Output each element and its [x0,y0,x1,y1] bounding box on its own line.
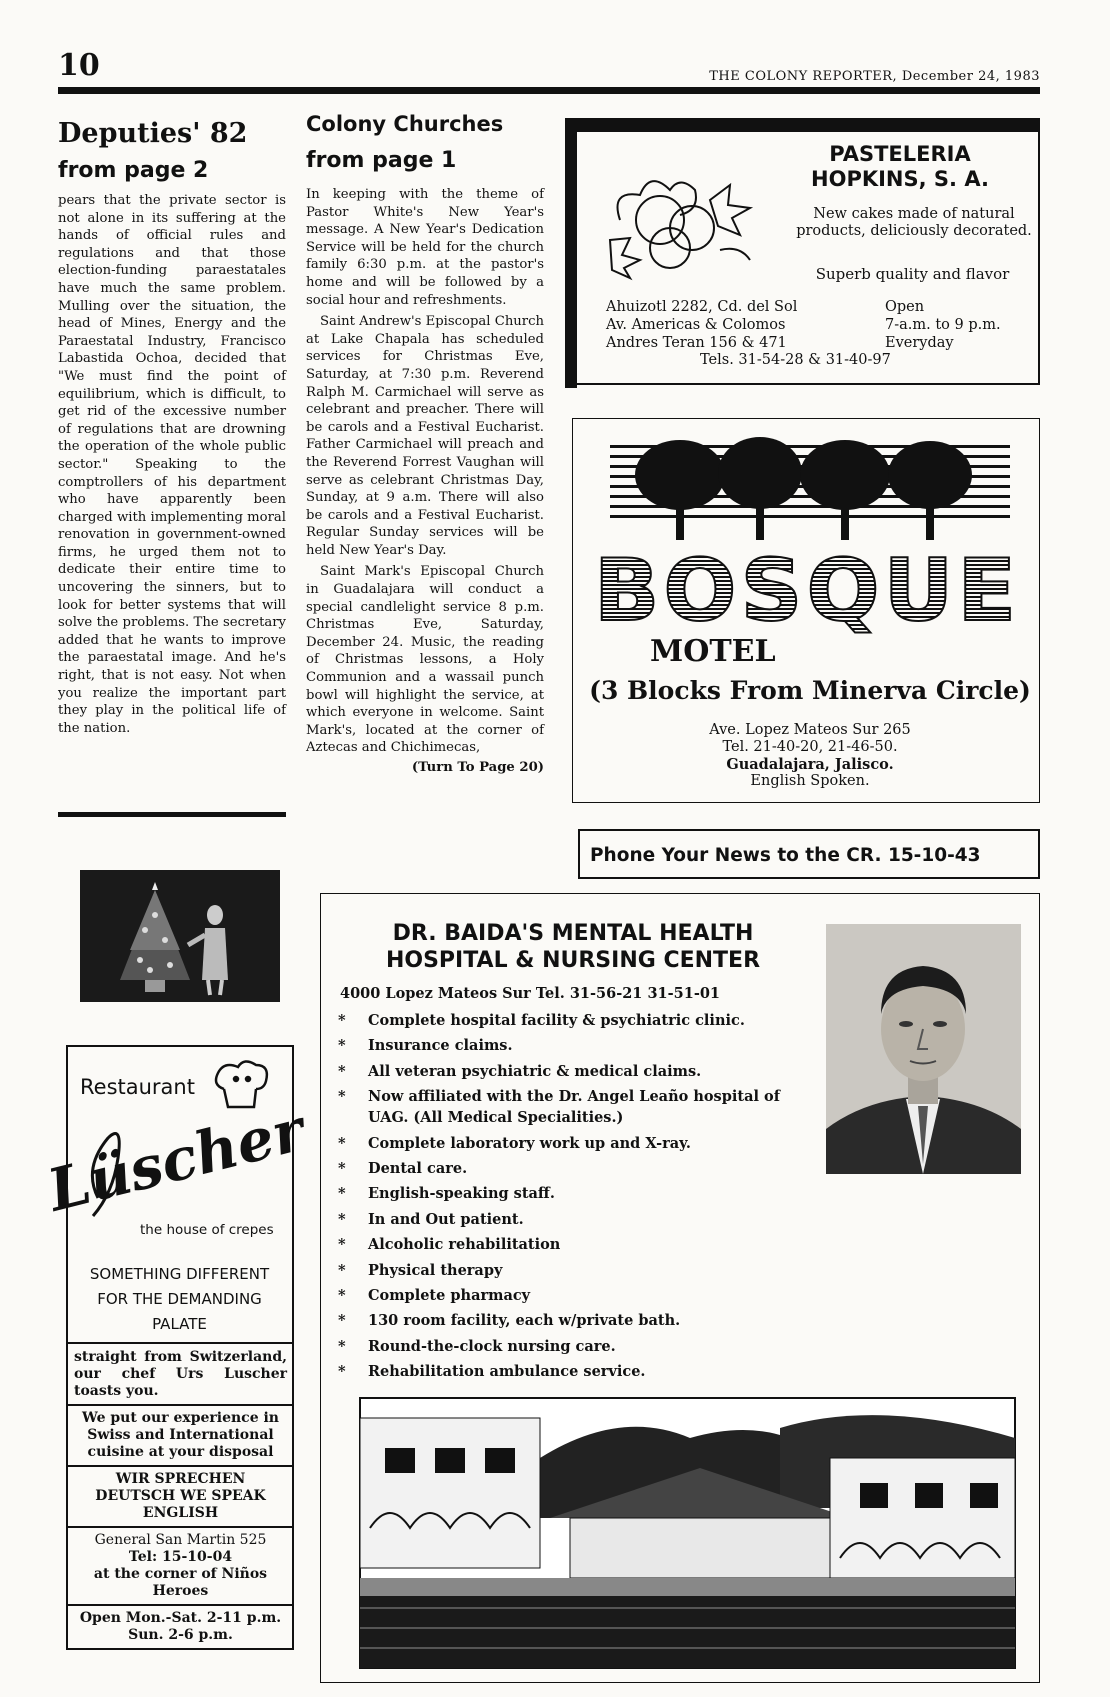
list-item: * 130 room facility, each w/private bath. [338,1312,681,1330]
bosque-address [620,722,1000,790]
trees-illustration [600,425,1020,545]
doctor-portrait [826,924,1021,1174]
bosque-address-line: Tel. 21-40-20, 21-46-50. [722,739,898,755]
header-rule [58,87,1040,94]
pasteleria-title [765,142,1035,192]
restaurant-body-text: We put our experience in Swiss and International cuisine at your disposal [67,1404,294,1461]
pasteleria-description: New cakes made of natural products, deliciously decorated. [796,206,1032,239]
restaurant-body [74,1349,287,1644]
column-divider [58,812,286,817]
ad-shadow [565,118,1040,130]
pasteleria-address: Andres Teran 156 & 471 [606,335,787,351]
list-item: * Insurance claims. [338,1037,513,1055]
churches-continued: (Turn To Page 20) [411,760,544,775]
list-item: * Physical therapy [338,1261,503,1279]
pasteleria-title-line: HOPKINS, S. A. [811,167,989,191]
list-item: * Complete pharmacy [338,1286,531,1304]
deputies-title: Deputies' 82 [58,118,248,149]
pasteleria-hours-line: 7-a.m. to 9 p.m. [885,317,1001,333]
bosque-name: BOSQUE [593,541,1021,641]
restaurant-divider [66,1342,294,1344]
baida-title-line: HOSPITAL & NURSING CENTER [385,948,761,973]
restaurant-slogan-line: PALATE [152,1315,207,1333]
phone-banner-text: Phone Your News to the CR. 15-10-43 [590,845,981,866]
baida-title-line: DR. BAIDA'S MENTAL HEALTH [392,921,754,946]
restaurant-slogan-line: SOMETHING DIFFERENT [89,1265,270,1283]
bosque-location: (3 Blocks From Minerva Circle) [589,676,1031,705]
deputies-subtitle: from page 2 [58,158,209,183]
baida-services-list [338,1010,788,1386]
restaurant-body-text: straight from Switzerland, our chef Urs Luscher toasts you. [74,1349,287,1399]
churches-body [306,186,544,777]
restaurant-body-text: WIR SPRECHEN DEUTSCH WE SPEAK ENGLISH [67,1465,294,1522]
pasteleria-hours-line: Everyday [885,335,954,351]
pasteleria-address: Av. Americas & Colomos [606,317,786,333]
hospital-building-illustration [360,1398,1015,1668]
restaurant-label: Restaurant [80,1075,195,1099]
churches-paragraph: Saint Andrew's Episcopal Church at Lake Chapala has scheduled services for Christmas Eve, Saturday, at 7:30 p.m. Reverend Ralph M. Carmichael will serve as celebrant and preacher. There will be carols and a Festival Eucharist. Father Carmichael will preach and the Reverend Forrest Vaughan will serve as celebrant Christmas Day, Sunday, at 9 a.m. There will also be carols and a Festival Eucharist. Regular Sunday services will be held New Year's Day. [306,314,544,558]
bosque-address-line: English Spoken. [750,773,870,789]
bosque-logo [592,541,1022,641]
restaurant-slogan [72,1262,287,1337]
bosque-motel: MOTEL [650,634,776,669]
masthead: THE COLONY REPORTER, December 24, 1983 [709,69,1040,84]
list-item: * In and Out patient. [338,1210,524,1228]
list-item: * Complete laboratory work up and X-ray. [338,1134,691,1152]
list-item: * All veteran psychiatric & medical claims. [338,1062,702,1080]
restaurant-hours: Sun. 2-6 p.m. [128,1627,233,1643]
deputies-body [58,192,286,741]
list-item: * Complete hospital facility & psychiatric clinic. [338,1012,745,1029]
churches-paragraph: Saint Mark's Episcopal Church in Guadalajara will conduct a special candlelight service 8 p.m. Christmas Eve, Saturday, December 24. Music, the reading of Christmas lessons, a Holy Communion and a wassail punch bowl will highlight the service, at which everyone in welcome. Saint Mark's, located at the corner of Aztecas and Chichimecas, [306,564,544,756]
list-item: * English-speaking staff. [338,1185,555,1203]
pasteleria-address: Ahuizotl 2282, Cd. del Sol [606,299,798,315]
pasteleria-quality: Superb quality and flavor [815,265,1010,283]
churches-subtitle: from page 1 [306,148,457,173]
baida-title [378,920,768,974]
cake-illustration [600,160,760,280]
list-item: * Dental care. [338,1159,468,1177]
list-item: * Round-the-clock nursing care. [338,1337,616,1355]
restaurant-tagline: the house of crepes [140,1222,274,1238]
restaurant-slogan-line: FOR THE DEMANDING [97,1290,262,1308]
baida-address: 4000 Lopez Mateos Sur Tel. 31-56-21 31-51-01 [340,985,721,1002]
pasteleria-hours [885,298,1001,352]
christmas-tree-photo [80,870,280,1002]
bosque-address-line: Guadalajara, Jalisco. [726,756,894,773]
page-number: 10 [58,48,100,83]
pasteleria-addresses [606,298,797,352]
deputies-paragraph: pears that the private sector is not alone in its suffering at the hands of official rules and regulations and that those election-funding paraestatales have much the same problem. Mulling over the situation, the head of Mines, Energy and the Paraestatal Industry, Francisco Labastida Ochoa, decided that "We must find the point of equilibrium, which is difficult, to get rid of the excessive number of regulations that are drowning the operation of the whole public sector." Speaking to the comptrollers of his department who have apparently been charged with implementing moral renovation in government-owned firms, he urged them not to dedicate their entire time to uncovering the sinners, but to look for better systems that will solve the problems. The secretary added that he wants to improve the paraestatal image. And he's right, that is not easy. Not when you realize the important part they play in the political life of the nation. [58,193,286,736]
pasteleria-hours-line: Open [885,299,925,315]
bosque-address-line: Ave. Lopez Mateos Sur 265 [709,722,911,738]
restaurant-corner: at the corner of Niños Heroes [93,1566,268,1599]
pasteleria-phones: Tels. 31-54-28 & 31-40-97 [700,352,891,368]
churches-title: Colony Churches [306,112,504,136]
restaurant-hours: Open Mon.-Sat. 2-11 p.m. [67,1604,294,1627]
restaurant-tel: Tel: 15-10-04 [128,1549,233,1565]
list-item: * Now affiliated with the Dr. Angel Leaño hospital of UAG. (All Medical Specialities.) [338,1088,780,1127]
pasteleria-title-line: PASTELERIA [829,142,971,166]
restaurant-address: General San Martin 525 [67,1526,294,1549]
restaurant-script-name: Lüscher [41,1095,311,1225]
luscher-script-logo [41,1095,311,1225]
churches-paragraph: In keeping with the theme of Pastor White's New Year's message. A New Year's Dedication Service will be held for the church family 6:30 p.m. at the pastor's home and will be followed by a social hour and refreshments. [306,187,544,308]
list-item: * Rehabilitation ambulance service. [338,1363,646,1381]
list-item: * Alcoholic rehabilitation [338,1236,561,1254]
